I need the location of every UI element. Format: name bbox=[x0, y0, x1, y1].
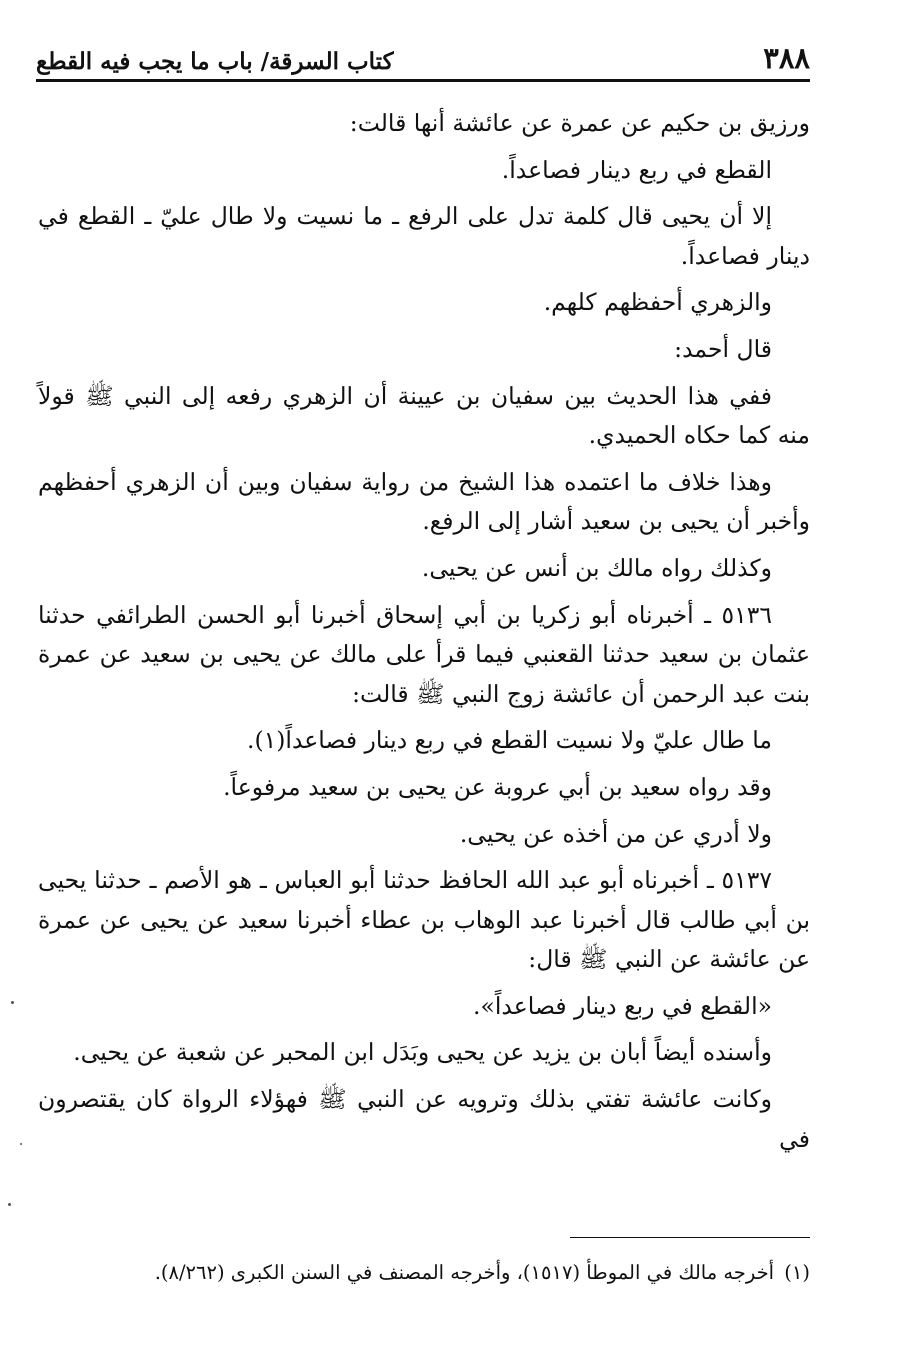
footnote-text: أخرجه مالك في الموطأ (١٥١٧)، وأخرجه المصنف في السنن الكبرى (٨/٢٦٢). bbox=[154, 1261, 775, 1284]
paragraph: ورزيق بن حكيم عن عمرة عن عائشة أنها قالت: bbox=[349, 109, 810, 137]
paragraph: ولا أدري عن من أخذه عن يحيى. bbox=[459, 819, 772, 848]
scan-speck bbox=[11, 1001, 14, 1004]
scan-speck bbox=[20, 1143, 22, 1145]
footnote-marker: (١) bbox=[784, 1261, 810, 1284]
paragraph: القطع في ربع دينار فصاعداً. bbox=[501, 155, 772, 184]
hadith-paragraph: ٥١٣٧ ـ أخبرناه أبو عبد الله الحافظ حدثنا أبو العباس ـ هو الأصم ـ حدثنا يحيى بن أبي طالب قال أخبرنا عبد الوهاب بن عطاء أخبرنا سعيد عن يحيى عن عمرة عن عائشة عن النبي ﷺ قال: bbox=[38, 866, 810, 974]
footnote-divider bbox=[570, 1237, 810, 1238]
hadith-paragraph: ٥١٣٦ ـ أخبرناه أبو زكريا بن أبي إسحاق أخبرنا أبو الحسن الطرائفي حدثنا عثمان بن سعيد حدثنا القعنبي فيما قرأ على مالك عن يحيى بن سعيد عن عمرة بنت عبد الرحمن أن عائشة زوج النبي ﷺ قالت: bbox=[38, 600, 810, 708]
paragraph: وقد رواه سعيد بن أبي عروبة عن يحيى بن سعيد مرفوعاً. bbox=[223, 772, 772, 801]
running-title: كتاب السرقة/ باب ما يجب فيه القطع bbox=[36, 48, 394, 75]
paragraph: قال أحمد: bbox=[674, 334, 772, 363]
paragraph: ما طال عليّ ولا نسيت القطع في ربع دينار فصاعداً(١). bbox=[246, 726, 772, 755]
page-header bbox=[36, 38, 810, 82]
page-number: ٣٨٨ bbox=[763, 41, 810, 75]
paragraph: «القطع في ربع دينار فصاعداً». bbox=[473, 991, 772, 1020]
paragraph: وكذلك رواه مالك بن أنس عن يحيى. bbox=[421, 553, 772, 582]
paragraph: ففي هذا الحديث بين سفيان بن عيينة أن الزهري رفعه إلى النبي ﷺ قولاً منه كما حكاه الحميدي. bbox=[38, 381, 810, 450]
paragraph: وكانت عائشة تفتي بذلك وترويه عن النبي ﷺ فهؤلاء الرواة كان يقتصرون في bbox=[38, 1085, 810, 1153]
paragraph: وهذا خلاف ما اعتمده هذا الشيخ من رواية سفيان وبين أن الزهري أحفظهم وأخبر أن يحيى بن سعيد أشار إلى الرفع. bbox=[38, 467, 810, 536]
paragraph: والزهري أحفظهم كلهم. bbox=[543, 288, 772, 317]
paragraph: وأسنده أيضاً أبان بن يزيد عن يحيى وبَدَل ابن المحبر عن شعبة عن يحيى. bbox=[73, 1038, 772, 1067]
body-text bbox=[38, 104, 810, 1166]
paragraph: إلا أن يحيى قال كلمة تدل على الرفع ـ ما نسيت ولا طال عليّ ـ القطع في دينار فصاعداً. bbox=[38, 202, 810, 270]
scan-speck bbox=[8, 1203, 11, 1206]
footnote bbox=[38, 1258, 810, 1288]
